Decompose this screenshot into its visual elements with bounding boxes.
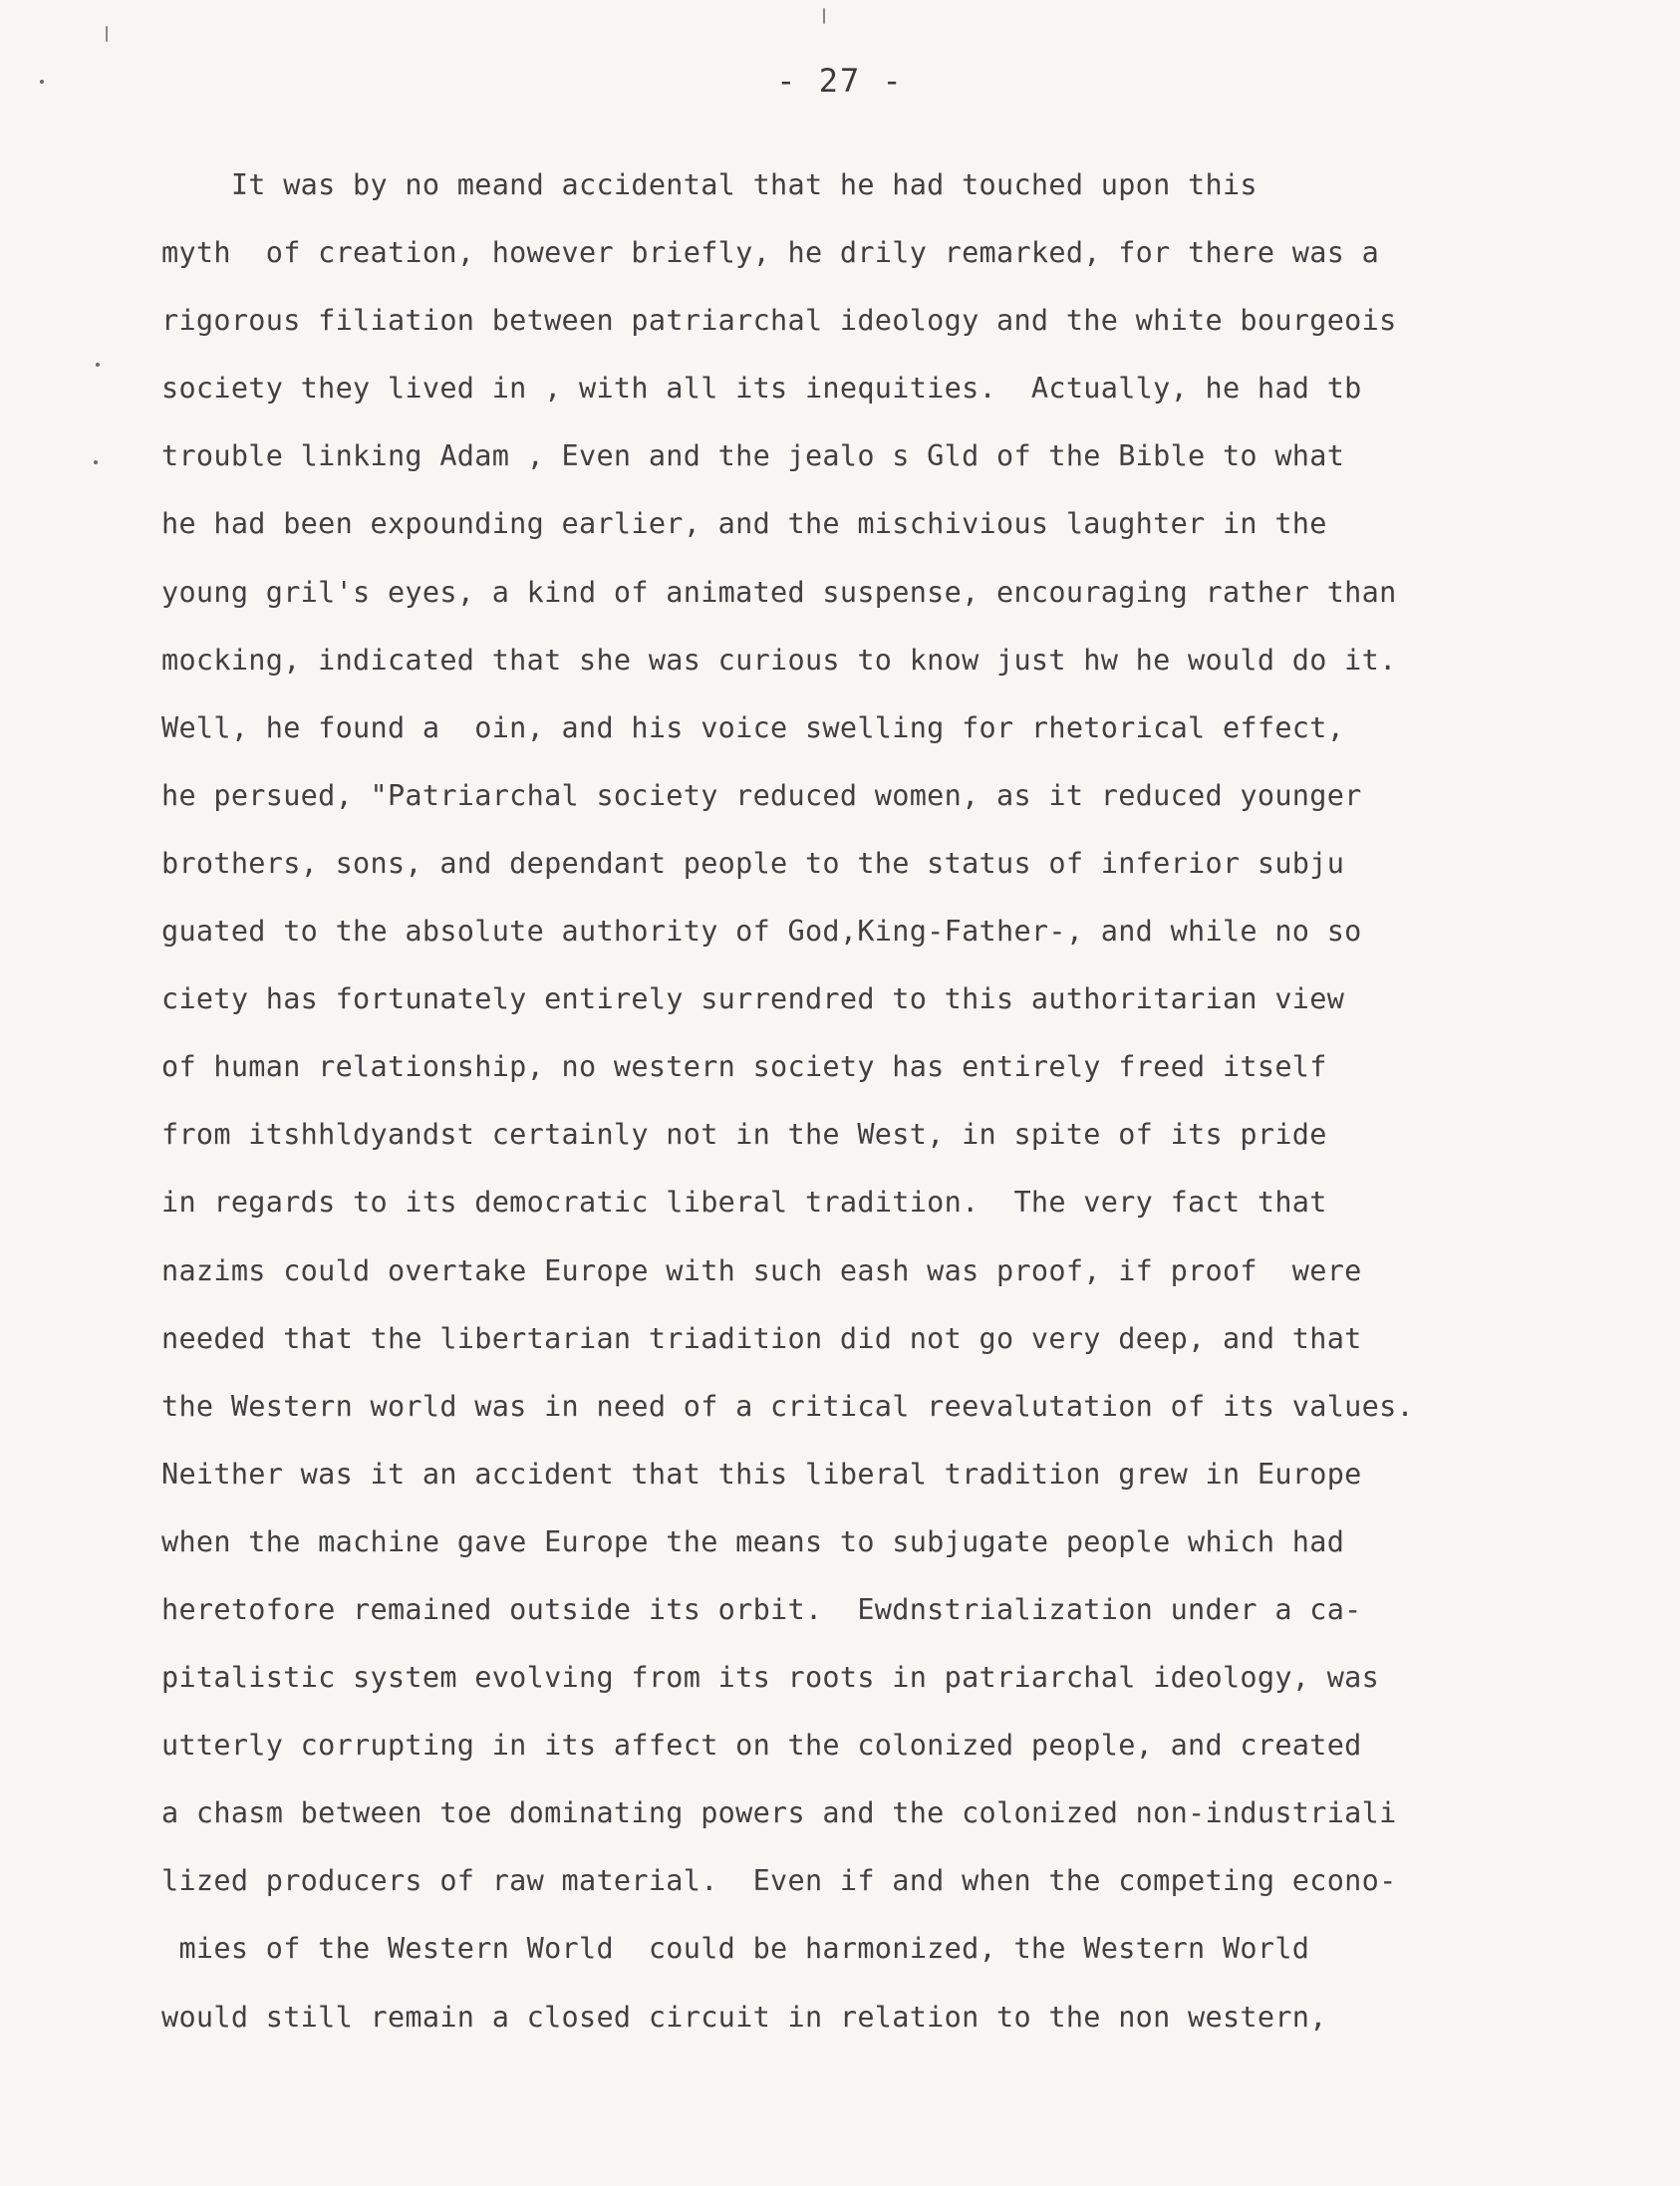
paper-speck [96,363,100,367]
text-line: mies of the Western World could be harmonized, the Western World [161,1932,1310,1966]
page-number: - 27 - [776,62,904,100]
text-line: Neither was it an accident that this liberal tradition grew in Europe [161,1457,1362,1491]
text-line: ciety has fortunately entirely surrendred to this authoritarian view [161,982,1345,1016]
text-line: would still remain a closed circuit in relation to the non western, [161,2000,1327,2034]
paper-speck [823,8,825,24]
text-line: It was by no meand accidental that he had touched upon this [161,168,1258,201]
text-line: in regards to its democratic liberal tradition. The very fact that [161,1186,1327,1220]
text-line: nazims could overtake Europe with such eash was proof, if proof were [161,1253,1362,1287]
text-line: utterly corrupting in its affect on the colonized people, and created [161,1729,1362,1763]
text-line: brothers, sons, and dependant people to the status of inferior subju [161,846,1345,880]
body-text [161,151,1616,2051]
text-line: a chasm between toe dominating powers and the colonized non-industriali [161,1796,1397,1830]
text-line: when the machine gave Europe the means to subjugate people which had [161,1524,1345,1558]
text-line: lized producers of raw material. Even if and when the competing econo- [161,1864,1397,1898]
text-line: mocking, indicated that she was curious to know just hw he would do it. [161,643,1397,677]
paper-speck [94,460,98,464]
text-line: of human relationship, no western society has entirely freed itself [161,1050,1327,1084]
text-line: guated to the absolute authority of God,King-Father-, and while no so [161,915,1362,949]
text-line: society they lived in , with all its inequities. Actually, he had tb [161,372,1362,406]
text-line: the Western world was in need of a critical reevalutation of its values. [161,1389,1415,1423]
text-line: pitalistic system evolving from its roots in patriarchal ideology, was [161,1661,1380,1695]
text-line: he had been expounding earlier, and the mischivious laughter in the [161,507,1327,541]
text-line: trouble linking Adam , Even and the jealo s Gld of the Bible to what [161,439,1345,473]
paper-speck [106,26,108,42]
text-line: young gril's eyes, a kind of animated suspense, encouraging rather than [161,575,1397,609]
text-line: myth of creation, however briefly, he drily remarked, for there was a [161,236,1380,270]
text-line: he persued, "Patriarchal society reduced women, as it reduced younger [161,778,1362,812]
text-line: heretofore remained outside its orbit. Ewdnstrialization under a ca- [161,1592,1362,1626]
text-line: Well, he found a oin, and his voice swelling for rhetorical effect, [161,710,1345,744]
text-line: from itshhldyandst certainly not in the West, in spite of its pride [161,1118,1327,1152]
text-line: needed that the libertarian triadition did not go very deep, and that [161,1321,1362,1355]
text-line: rigorous filiation between patriarchal ideology and the white bourgeois [161,304,1397,338]
